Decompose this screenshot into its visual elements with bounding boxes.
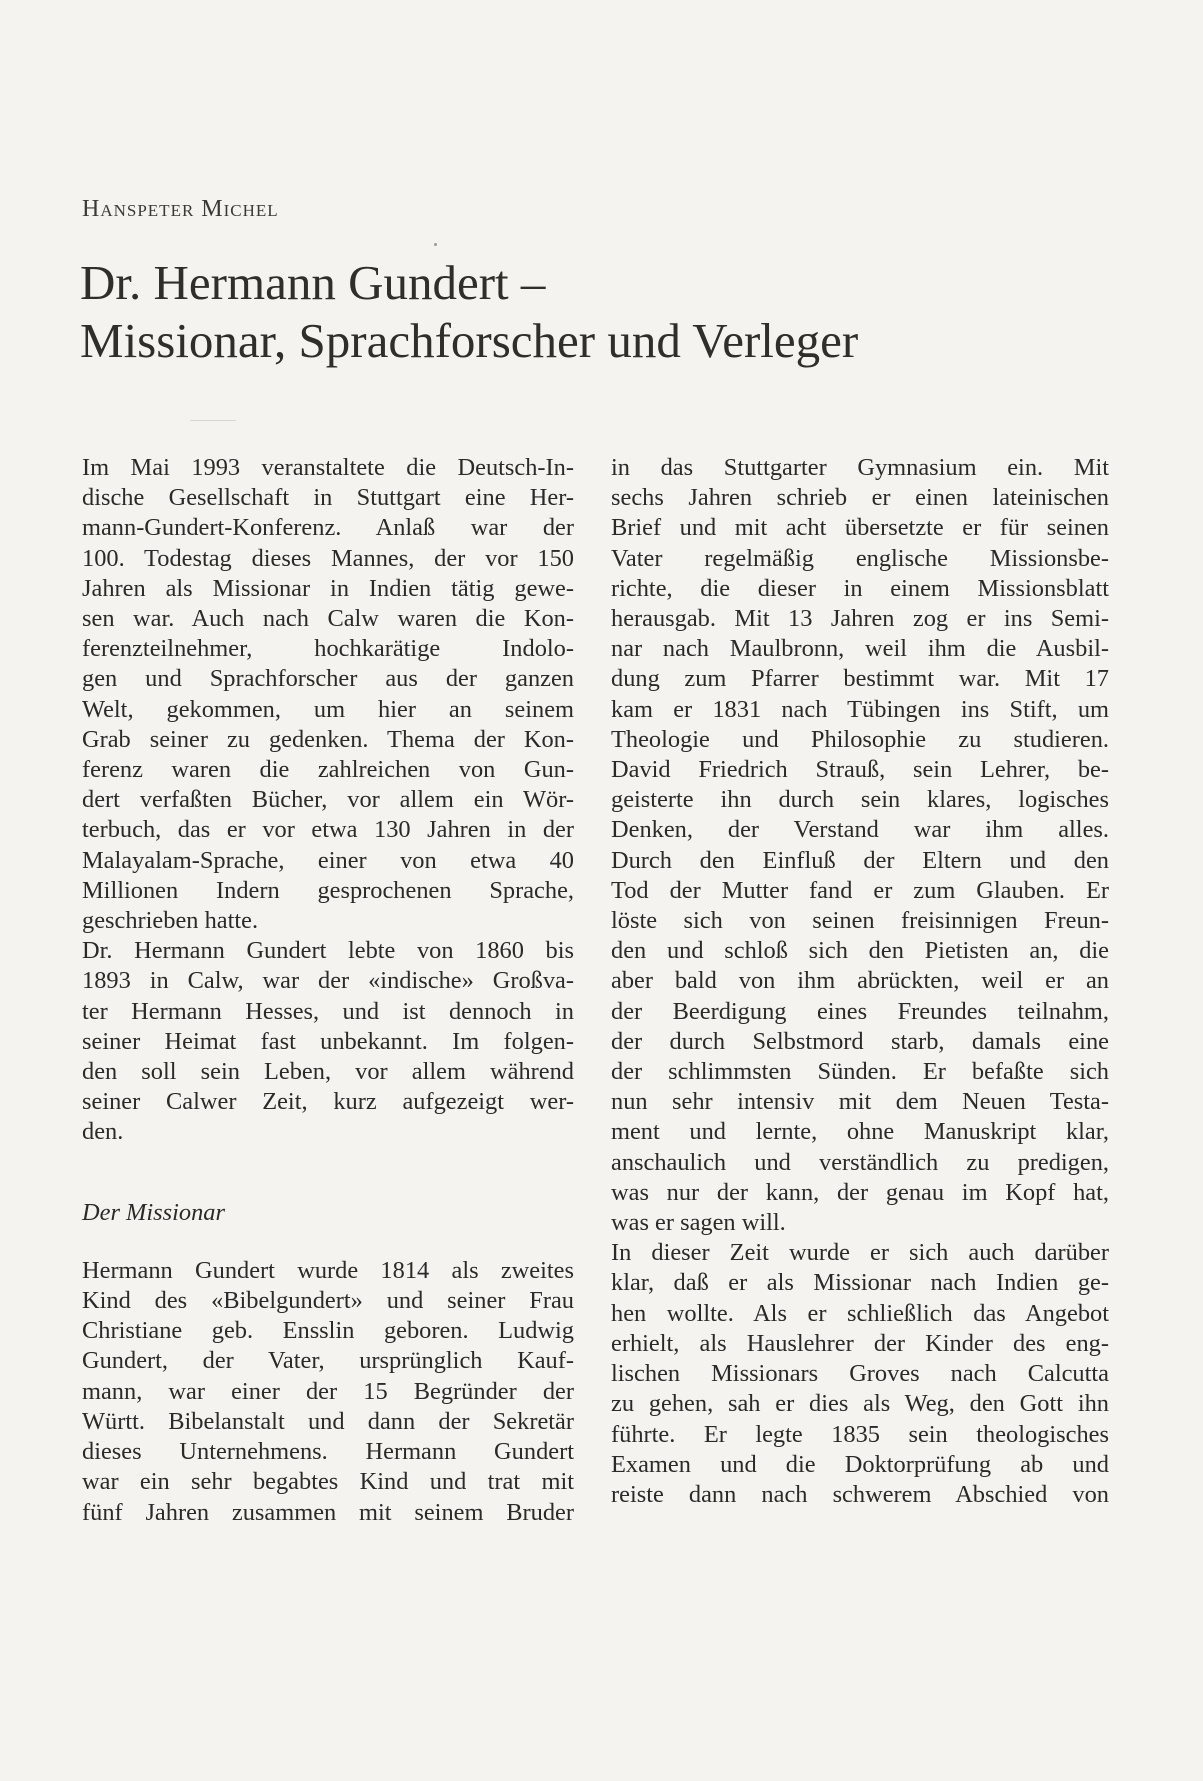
- text-line: klar, daß er als Missionar nach Indien ge-: [611, 1269, 1109, 1297]
- text-line: Examen und die Doktorprüfung ab und: [611, 1450, 1109, 1478]
- text-line: Hermann Gundert wurde 1814 als zweites: [82, 1256, 574, 1284]
- text-line: gen und Sprachforscher aus der ganzen: [82, 665, 574, 693]
- text-line: führte. Er legte 1835 sein theologisches: [611, 1420, 1109, 1448]
- text-line: den soll sein Leben, vor allem während: [82, 1058, 574, 1086]
- text-line: Grab seiner zu gedenken. Thema der Kon-: [82, 725, 574, 753]
- article-title: [80, 254, 1140, 370]
- author-name: Hanspeter Michel: [82, 196, 279, 222]
- text-line: dieses Unternehmens. Hermann Gundert: [82, 1438, 574, 1466]
- text-line: ment und lernte, ohne Manuskript klar,: [611, 1118, 1109, 1146]
- text-line: zu gehen, sah er dies als Weg, den Gott ihn: [611, 1390, 1109, 1418]
- text-line: den und schloß sich den Pietisten an, die: [611, 937, 1109, 965]
- text-line: Dr. Hermann Gundert lebte von 1860 bis: [82, 937, 574, 965]
- text-line: war ein sehr begabtes Kind und trat mit: [82, 1468, 574, 1496]
- paragraph: [82, 1256, 574, 1528]
- text-line: 1893 in Calw, war der «indische» Großva-: [82, 967, 574, 995]
- title-line-2: Missionar, Sprachforscher und Verleger: [80, 313, 859, 368]
- text-line: Malayalam-Sprache, einer von etwa 40: [82, 846, 574, 874]
- text-line: geisterte ihn durch sein klares, logisches: [611, 786, 1109, 814]
- text-line: Im Mai 1993 veranstaltete die Deutsch-In-: [82, 454, 574, 481]
- text-line: Durch den Einfluß der Eltern und den: [611, 846, 1109, 874]
- text-line: Theologie und Philosophie zu studieren.: [611, 725, 1109, 753]
- text-line: kam er 1831 nach Tübingen ins Stift, um: [611, 695, 1109, 723]
- text-line: was nur der kann, der genau im Kopf hat,: [611, 1178, 1109, 1206]
- text-line: Jahren als Missionar in Indien tätig gewe-: [82, 574, 574, 602]
- text-line: Millionen Indern gesprochenen Sprache,: [82, 876, 574, 904]
- text-line: anschaulich und verständlich zu predigen,: [611, 1148, 1109, 1176]
- text-line: herausgab. Mit 13 Jahren zog er ins Semi-: [611, 605, 1109, 633]
- text-line: ter Hermann Hesses, und ist dennoch in: [82, 997, 574, 1025]
- text-line: lischen Missionars Groves nach Calcutta: [611, 1360, 1109, 1388]
- text-line: erhielt, als Hauslehrer der Kinder des eng-: [611, 1329, 1109, 1357]
- text-line: sen war. Auch nach Calw waren die Kon-: [82, 605, 574, 633]
- title-line-1: Dr. Hermann Gundert –: [80, 255, 546, 310]
- text-line: Gundert, der Vater, ursprünglich Kauf-: [82, 1347, 574, 1375]
- right-column: [611, 453, 1109, 1510]
- paragraph: [82, 453, 574, 936]
- paragraph: [611, 1238, 1109, 1510]
- text-line: ferenzteilnehmer, hochkarätige Indolo-: [82, 635, 574, 663]
- text-line: Denken, der Verstand war ihm alles.: [611, 816, 1109, 844]
- text-line: hen wollte. Als er schließlich das Angebot: [611, 1299, 1109, 1327]
- text-line: nun sehr intensiv mit dem Neuen Testa-: [611, 1088, 1109, 1116]
- text-line: löste sich von seinen freisinnigen Freun-: [611, 907, 1109, 935]
- text-line: der Beerdigung eines Freundes teilnahm,: [611, 997, 1109, 1025]
- text-line: Vater regelmäßig englische Missionsbe-: [611, 544, 1109, 572]
- text-line: Christiane geb. Ensslin geboren. Ludwig: [82, 1317, 574, 1345]
- text-line: reiste dann nach schwerem Abschied von: [611, 1480, 1109, 1508]
- text-line: sechs Jahren schrieb er einen lateinischen: [611, 484, 1109, 512]
- text-line: Tod der Mutter fand er zum Glauben. Er: [611, 876, 1109, 904]
- text-line: 100. Todestag dieses Mannes, der vor 150: [82, 544, 574, 572]
- text-line: mann, war einer der 15 Begründer der: [82, 1377, 574, 1405]
- paragraph: [82, 936, 574, 1147]
- text-line: Kind des «Bibelgundert» und seiner Frau: [82, 1287, 574, 1315]
- text-line: dung zum Pfarrer bestimmt war. Mit 17: [611, 665, 1109, 693]
- text-line: Brief und mit acht übersetzte er für seinen: [611, 514, 1109, 542]
- text-line: Württ. Bibelanstalt und dann der Sekretär: [82, 1407, 574, 1435]
- speck: [434, 243, 437, 246]
- text-line: aber bald von ihm abrückten, weil er an: [611, 967, 1109, 995]
- divider: [190, 420, 236, 421]
- text-line: in das Stuttgarter Gymnasium ein. Mit: [611, 454, 1109, 481]
- text-line: seiner Calwer Zeit, kurz aufgezeigt wer-: [82, 1088, 574, 1116]
- text-line: In dieser Zeit wurde er sich auch darüber: [611, 1239, 1109, 1267]
- paragraph: [611, 453, 1109, 1238]
- text-line: nar nach Maulbronn, weil ihm die Ausbil-: [611, 635, 1109, 663]
- text-line: richte, die dieser in einem Missionsblatt: [611, 574, 1109, 602]
- text-line: den.: [82, 1118, 124, 1146]
- text-line: fünf Jahren zusammen mit seinem Bruder: [82, 1498, 574, 1526]
- text-line: Welt, gekommen, um hier an seinem: [82, 695, 574, 723]
- text-line: ferenz waren die zahlreichen von Gun-: [82, 756, 574, 784]
- text-line: seiner Heimat fast unbekannt. Im folgen-: [82, 1027, 574, 1055]
- text-line: terbuch, das er vor etwa 130 Jahren in der: [82, 816, 574, 844]
- text-line: was er sagen will.: [611, 1209, 786, 1237]
- text-line: der durch Selbstmord starb, damals eine: [611, 1027, 1109, 1055]
- text-line: dert verfaßten Bücher, vor allem ein Wör-: [82, 786, 574, 814]
- text-line: geschrieben hatte.: [82, 907, 259, 935]
- text-line: David Friedrich Strauß, sein Lehrer, be-: [611, 756, 1109, 784]
- text-line: mann-Gundert-Konferenz. Anlaß war der: [82, 514, 574, 542]
- text-line: dische Gesellschaft in Stuttgart eine Her-: [82, 484, 574, 512]
- section-heading: Der Missionar: [82, 1198, 225, 1226]
- left-column: [82, 453, 574, 1528]
- text-line: der schlimmsten Sünden. Er befaßte sich: [611, 1058, 1109, 1086]
